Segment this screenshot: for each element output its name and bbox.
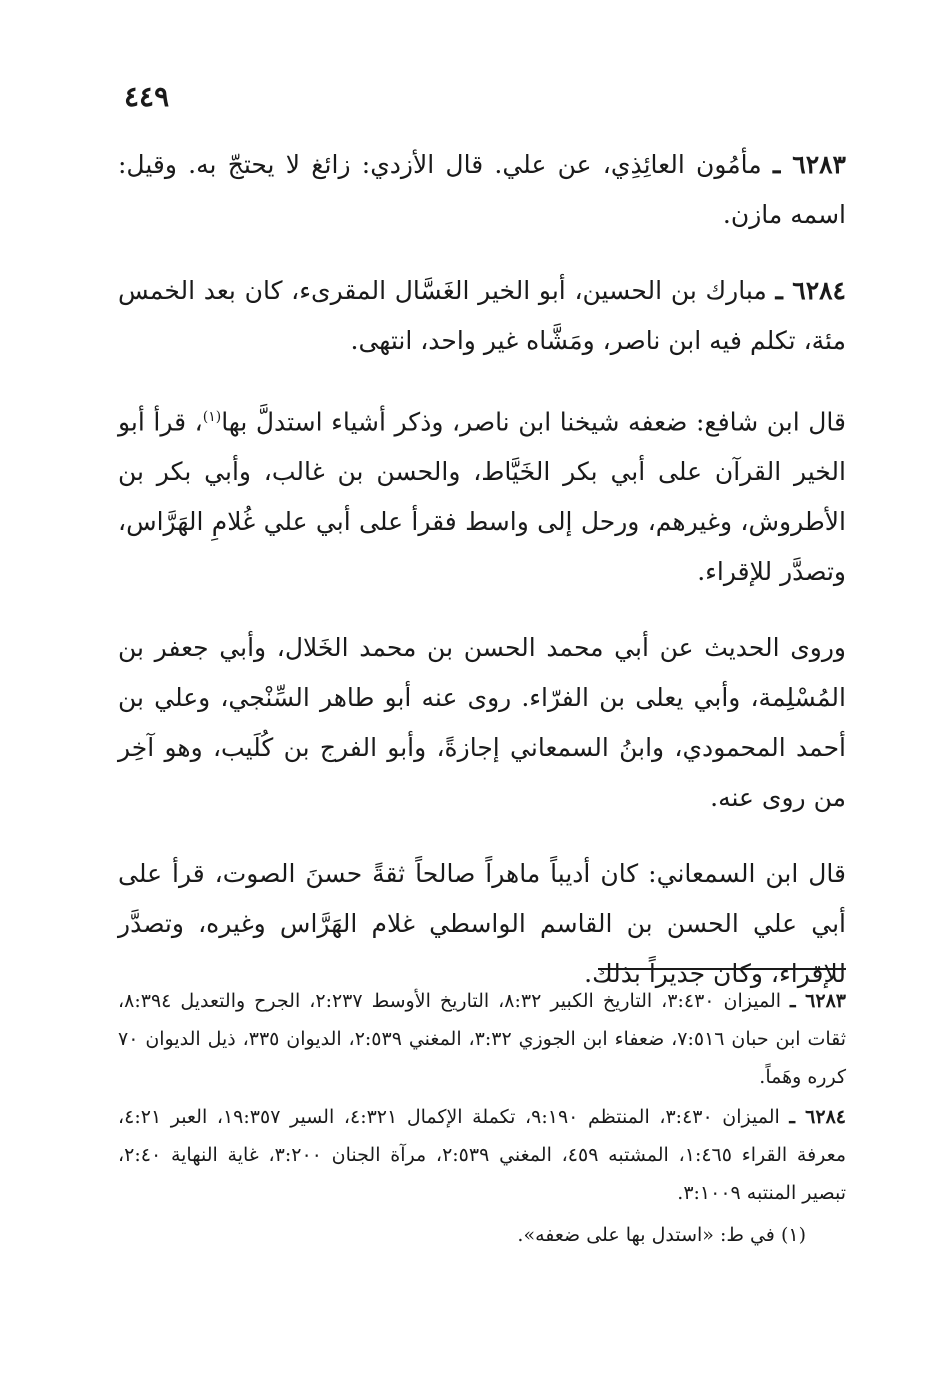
entry-number: ٦٢٨٤ ـ	[775, 276, 846, 305]
page-number: ٤٤٩	[124, 80, 170, 113]
paragraph-ibn-shafi	[118, 392, 846, 597]
reference-6284	[118, 1098, 846, 1212]
reference-number: ٦٢٨٤ ـ	[789, 1106, 846, 1128]
reference-number: ٦٢٨٣ ـ	[790, 990, 846, 1012]
reference-text: الميزان ٣:٤٣٠، المنتظم ٩:١٩٠، تكملة الإكمال ٤:٣٢١، السير ١٩:٣٥٧، العبر ٤:٢١، معرفة القراء ١:٤٦٥، المشتبه ٤٥٩، المغني ٢:٥٣٩، مرآة الجنان ٣:٢٠٠، غاية النهاية ٢:٤٠، تبصير المنتبه ٣:١٠٠٩.	[118, 1106, 847, 1204]
footnote-divider	[598, 968, 846, 970]
footnote-text: في ط: «استدل بها على ضعفه».	[517, 1224, 775, 1246]
paragraph-text: ، قرأ أبو الخير القرآن على أبي بكر الخَيَّاط، والحسن بن غالب، وأبي بكر بن الأطروش، وغيرهم، ورحل إلى واسط فقرأ على أبي علي غُلامِ الهَرَّاس، وتصدَّر للإقراء.	[118, 407, 846, 587]
entry-text: مأمُون العائِذِي، عن علي. قال الأزدي: زائغ لا يحتجّ به. وقيل: اسمه مازن.	[118, 150, 846, 229]
entry-number: ٦٢٨٣ ـ	[772, 150, 846, 179]
entry-6283	[118, 140, 846, 240]
references-section	[118, 982, 846, 1256]
paragraph-text: قال ابن شافع: ضعفه شيخنا ابن ناصر، وذكر أشياء استدلَّ بها	[221, 407, 846, 437]
main-text	[118, 140, 846, 1025]
paragraph-hadith: وروى الحديث عن أبي محمد الحسن بن محمد الخَلال، وأبي جعفر بن المُسْلِمة، وأبي يعلى بن الفرّاء. روى عنه أبو طاهر السِّنْجي، وعلي بن أحمد المحمودي، وابنُ السمعاني إجازةً، وأبو الفرج بن كُلَيب، وهو آخِر من روى عنه.	[118, 633, 846, 813]
footnote-marker: (١)	[780, 1224, 806, 1246]
entry-6284	[118, 266, 846, 366]
entry-text: مبارك بن الحسين، أبو الخير الغَسَّال المقرىء، كان بعد الخمس مئة، تكلم فيه ابن ناصر، ومَشَّاه غير واحد، انتهى.	[118, 276, 846, 355]
footnote-reference: (١)	[202, 409, 222, 425]
paragraph-ibn-samani: قال ابن السمعاني: كان أديباً ماهراً صالحاً ثقةً حسنَ الصوت، قرأ على أبي علي الحسن بن القاسم الواسطي غلام الهَرَّاس وغيره، وتصدَّر للإقراء، وكان جديراً بذلك.	[118, 859, 846, 989]
reference-6283	[118, 982, 846, 1096]
footnote-1	[118, 1216, 846, 1254]
reference-text: الميزان ٣:٤٣٠، التاريخ الكبير ٨:٣٢، التاريخ الأوسط ٢:٢٣٧، الجرح والتعديل ٨:٣٩٤، ثقات ابن حبان ٧:٥١٦، ضعفاء ابن الجوزي ٣:٣٢، المغني ٢:٥٣٩، الديوان ٣٣٥، ذيل الديوان ٧٠ كرره وهَماً.	[118, 990, 847, 1088]
